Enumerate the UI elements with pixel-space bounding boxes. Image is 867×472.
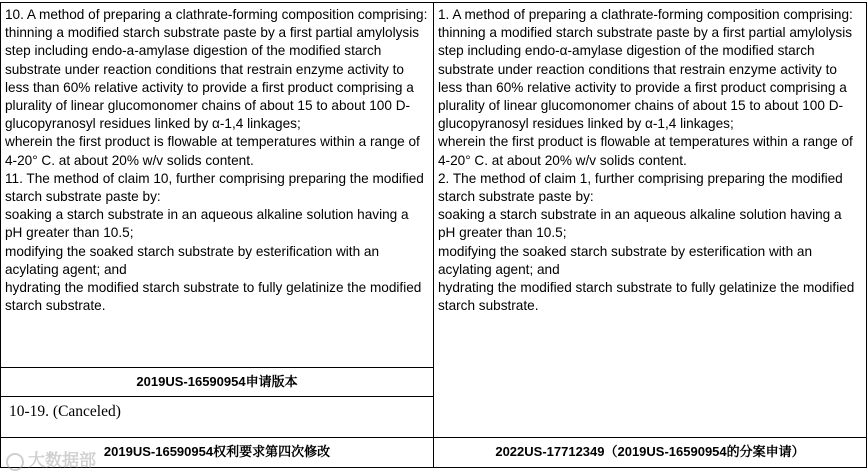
left-claim-line: 11. The method of claim 10, further comprising preparing the modified starch substrate paste by:	[5, 170, 424, 205]
right-claim-line: 1. A method of preparing a clathrate-forming composition comprising:	[438, 7, 853, 22]
left-claim-line: thinning a modified starch substrate paste by a first partial amylolysis step including endo-a-amylase digestion of the modified starch substrate under reaction conditions that restrain enzyme activity to less than 60% relative activity to provide a first product comprising a plurality of linear glucomonomer chains of about 15 to about 100 D-glucopyranosyl residues linked by α-1,4 linkages;	[5, 25, 420, 132]
right-claim-line: soaking a starch substrate in an aqueous alkaline solution having a pH greater than 10.5;	[438, 207, 842, 241]
left-caption-top: 2019US-16590954申请版本	[0, 367, 434, 397]
right-claim-line: modifying the soaked starch substrate by esterification with an acylating agent; and	[438, 243, 813, 277]
right-claims-cell	[433, 2, 867, 438]
left-claim-line: 10. A method of preparing a clathrate-forming composition comprising:	[5, 7, 428, 22]
left-claim-line: modifying the soaked starch substrate by esterification with an acylating agent; and	[5, 243, 380, 277]
left-claim-line: hydrating the modified starch substrate to fully gelatinize the modified starch substrate.	[5, 280, 422, 314]
right-claim-line: 2. The method of claim 1, further comprising preparing the modified starch substrate paste by:	[438, 170, 843, 205]
left-claims-cell	[0, 2, 434, 368]
watermark-text: 大数据部	[28, 451, 96, 470]
left-claim-line: soaking a starch substrate in an aqueous alkaline solution having a pH greater than 10.5;	[5, 207, 409, 241]
right-claim-line: thinning a modified starch substrate paste by a first partial amylolysis step including endo-α-amylase digestion of the modified starch substrate under reaction conditions that restrain enzyme activity to less than 60% relative activity to provide a first product comprising a plurality of linear glucomonomer chains of about 15 to about 100 D-glucopyranosyl residues linked by α-1,4 linkages;	[438, 25, 853, 132]
canceled-claims: 10-19. (Canceled)	[0, 396, 434, 438]
left-claim-line: wherein the first product is flowable at temperatures within a range of 4-20° C. at about 20% w/v solids content.	[5, 134, 420, 168]
right-caption: 2022US-17712349（2019US-16590954的分案申请）	[433, 437, 867, 468]
right-claim-line: wherein the first product is flowable at temperatures within a range of 4-20° C. at about 20% w/v solids content.	[438, 134, 853, 168]
left-caption-bottom: 2019US-16590954权利要求第四次修改	[0, 437, 434, 468]
right-claim-line: hydrating the modified starch substrate to fully gelatinize the modified starch substrate.	[438, 280, 855, 314]
